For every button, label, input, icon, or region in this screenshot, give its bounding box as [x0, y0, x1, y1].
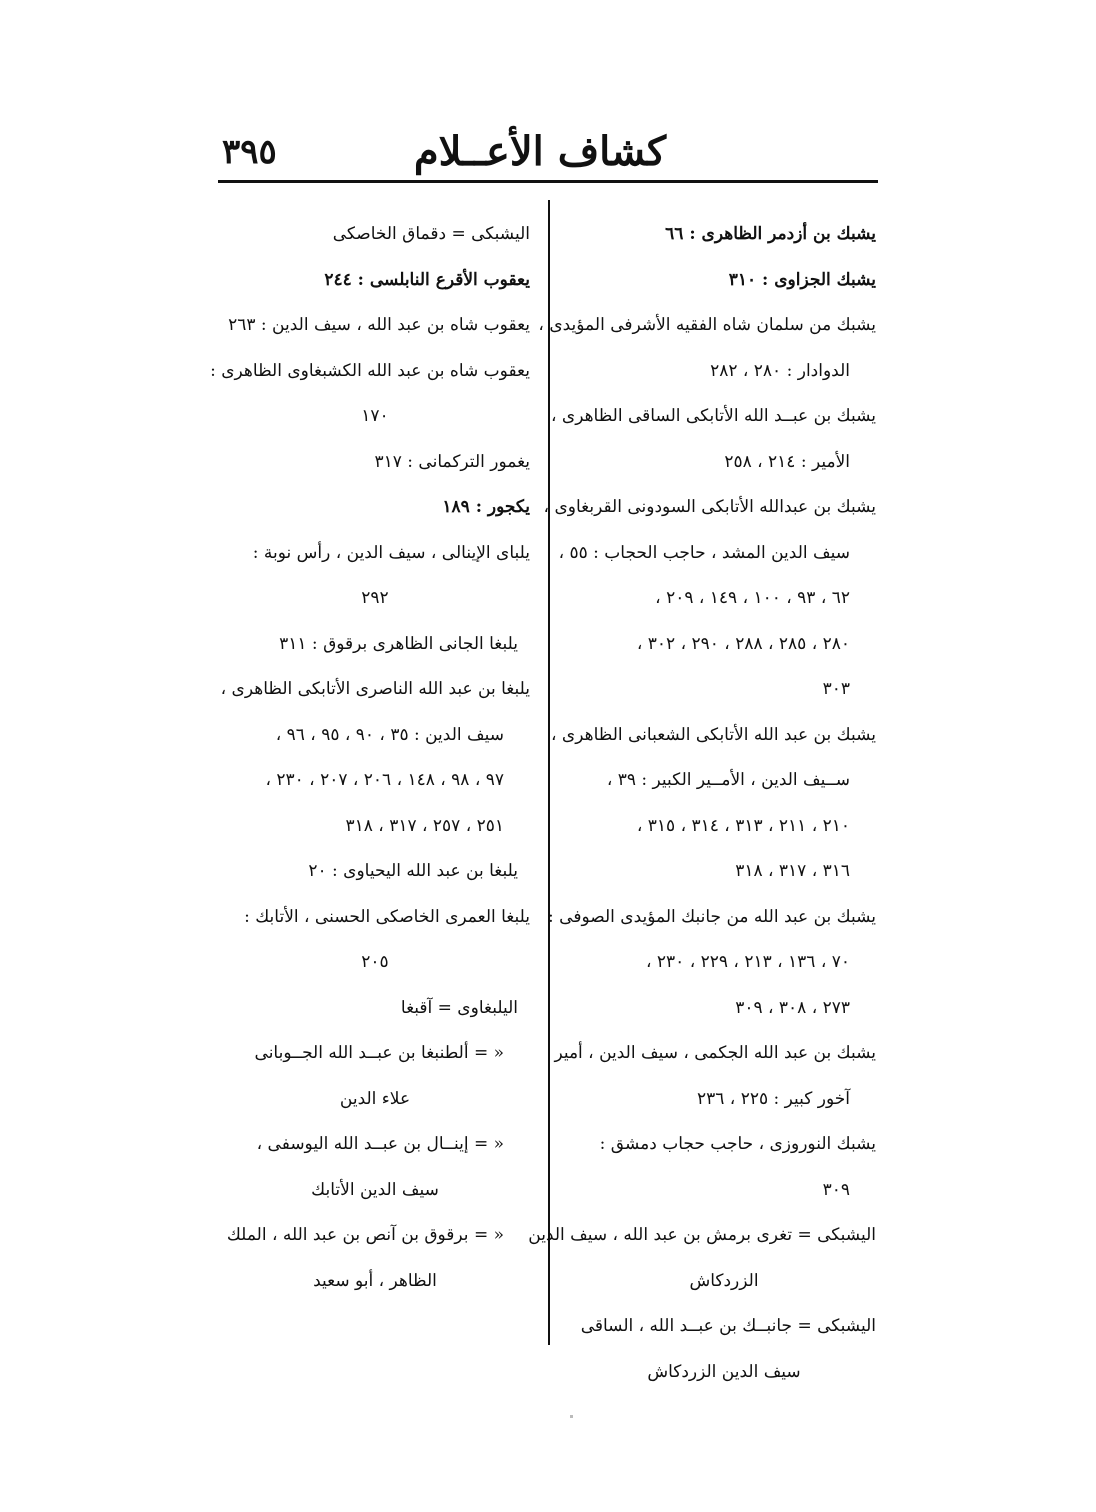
index-line: يشبك بن أزدمر الظاهرى : ٦٦: [665, 224, 876, 244]
index-line: يشبك بن عبد الله من جانبك المؤيدى الصوفى :: [548, 906, 876, 927]
index-line: يشبك بن عبــد الله الأتابكى الساقى الظاهرى ،: [551, 406, 876, 426]
index-line: ٢٩٢: [361, 588, 389, 608]
index-line: الأمير : ٢١٤ ، ٢٥٨: [724, 451, 850, 472]
column-divider: [548, 200, 550, 1345]
index-line: يشبك بن عبدالله الأتابكى السودونى القربغاوى ،: [543, 497, 876, 517]
paper-speck: [570, 1415, 573, 1418]
index-line: يغمور التركمانى : ٣١٧: [374, 451, 530, 472]
index-line: يلباى الإينالى ، سيف الدين ، رأس نوبة :: [252, 542, 530, 563]
index-line: سيف الدين الزردكاش: [647, 1361, 801, 1382]
index-line: يلبغا بن عبد الله الناصرى الأتابكى الظاهرى ،: [220, 679, 530, 699]
index-line: « = برقوق بن آنص بن عبد الله ، الملك: [226, 1225, 504, 1245]
index-line: ٢١٠ ، ٢١١ ، ٣١٣ ، ٣١٤ ، ٣١٥ ،: [636, 815, 850, 836]
index-line: ٧٠ ، ١٣٦ ، ٢١٣ ، ٢٢٩ ، ٢٣٠ ،: [646, 952, 850, 972]
index-line: علاء الدين: [339, 1088, 411, 1109]
index-line: ٩٧ ، ٩٨ ، ١٤٨ ، ٢٠٦ ، ٢٠٧ ، ٢٣٠ ،: [265, 770, 504, 790]
index-line: سيف الدين : ٣٥ ، ٩٠ ، ٩٥ ، ٩٦ ،: [275, 724, 504, 745]
header-rule: [218, 180, 878, 183]
index-line: ٢٥١ ، ٢٥٧ ، ٣١٧ ، ٣١٨: [345, 815, 504, 836]
index-line: اليشبكى = جانبــك بن عبــد الله ، الساقى: [580, 1316, 876, 1336]
index-line: يعقوب شاه بن عبد الله ، سيف الدين : ٢٦٣: [228, 315, 530, 335]
index-line: يشبك الجزاوى : ٣١٠: [728, 269, 876, 290]
index-line: الدوادار : ٢٨٠ ، ٢٨٢: [710, 360, 850, 381]
index-line: الظاهر ، أبو سعيد: [313, 1270, 437, 1291]
index-line: « = إينــال بن عبــد الله اليوسفى ،: [256, 1134, 504, 1154]
index-line: ٣٠٣: [822, 679, 850, 699]
index-line: سيف الدين المشد ، حاجب الحجاب : ٥٥ ،: [558, 542, 850, 563]
index-line: يكجور : ١٨٩: [442, 497, 530, 517]
index-line: الزردكاش: [689, 1270, 759, 1291]
index-line: سيف الدين الأتابك: [311, 1179, 439, 1200]
index-line: يلبغا العمرى الخاصكى الحسنى ، الأتابك :: [244, 906, 530, 927]
index-line: يشبك بن عبد الله الجكمى ، سيف الدين ، أمير: [554, 1043, 876, 1063]
index-column-right: [528, 212, 876, 1395]
index-line: ٢٨٠ ، ٢٨٥ ، ٢٨٨ ، ٢٩٠ ، ٣٠٢ ،: [636, 633, 850, 654]
index-line: ٣١٦ ، ٣١٧ ، ٣١٨: [735, 861, 850, 881]
index-line: يشبك النوروزى ، حاجب حجاب دمشق :: [599, 1134, 876, 1154]
index-line: يشبك من سلمان شاه الفقيه الأشرفى المؤيدى ،: [538, 315, 876, 335]
index-line: يعقوب شاه بن عبد الله الكشبغاوى الظاهرى :: [210, 360, 530, 381]
index-line: يعقوب الأقرع النابلسى : ٢٤٤: [324, 269, 530, 290]
index-line: « = ألطنبغا بن عبــد الله الجــوبانى: [254, 1043, 504, 1063]
page-title: كشاف الأعــلام: [413, 128, 667, 175]
index-line: ٢٧٣ ، ٣٠٨ ، ٣٠٩: [735, 997, 850, 1018]
index-column-left: [210, 212, 530, 1304]
index-line: اليلبغاوى = آقبغا: [400, 997, 518, 1018]
index-line: اليشبكى = دقماق الخاصكى: [332, 224, 530, 244]
index-line: يلبغا بن عبد الله اليحياوى : ٢٠: [308, 861, 518, 881]
index-line: آخور كبير : ٢٢٥ ، ٢٣٦: [696, 1088, 850, 1109]
page-number: ٣٩٥: [222, 132, 277, 172]
index-line: اليشبكى = تغرى برمش بن عبد الله ، سيف الدين: [528, 1225, 876, 1245]
index-line: ســيف الدين ، الأمــير الكبير : ٣٩ ،: [606, 770, 850, 790]
index-line: ١٧٠: [361, 406, 389, 426]
index-line: يشبك بن عبد الله الأتابكى الشعبانى الظاهرى ،: [551, 724, 876, 745]
index-line: ٢٠٥: [361, 952, 389, 972]
index-line: ٦٢ ، ٩٣ ، ١٠٠ ، ١٤٩ ، ٢٠٩ ،: [655, 588, 850, 608]
index-line: ٣٠٩: [822, 1179, 850, 1200]
index-line: يلبغا الجانى الظاهرى برقوق : ٣١١: [279, 633, 518, 654]
